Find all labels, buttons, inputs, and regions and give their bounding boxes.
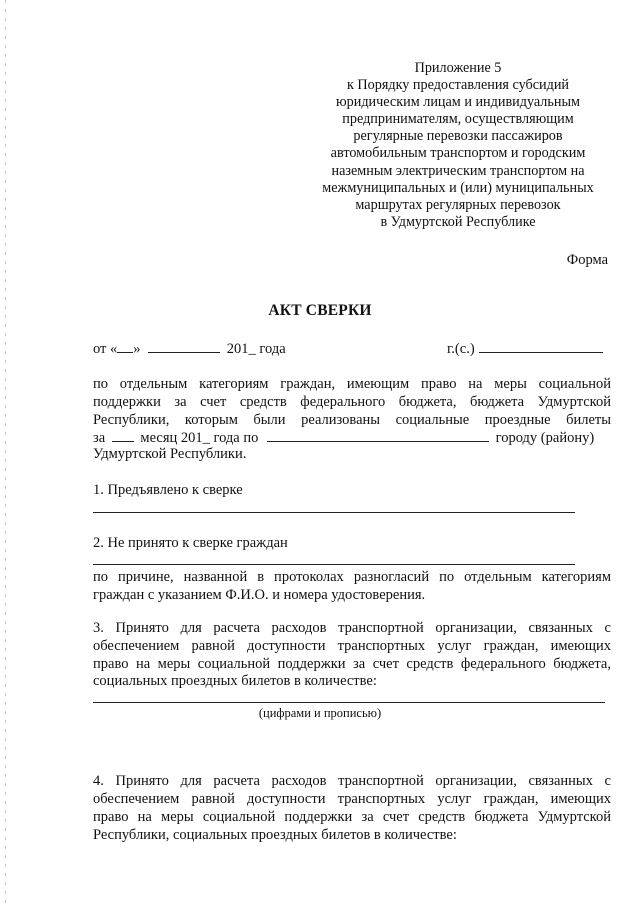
section-4-line-3: право на меры социальной поддержки за счет средств бюджета Удмуртской — [93, 809, 611, 825]
intro-line-2: поддержки за счет средств федерального бюджета, бюджета Удмуртской — [93, 394, 611, 410]
date-quote-close: » — [133, 341, 141, 357]
section-4-line-1: 4. Принято для расчета расходов транспортной организации, связанных с — [93, 773, 611, 789]
intro-city-text: городу (району) — [495, 430, 595, 446]
appendix-line: автомобильным транспортом и городским — [330, 145, 586, 162]
scan-edge-mark — [5, 0, 6, 905]
document-title: АКТ СВЕРКИ — [268, 302, 372, 319]
city-label: г.(с.) — [447, 341, 475, 357]
date-line — [93, 340, 286, 358]
month-field[interactable] — [148, 340, 220, 353]
appendix-line: предпринимателям, осуществляющим — [342, 111, 574, 128]
section-4-line-2: обеспечением равной доступности транспортных услуг граждан, имеющих — [93, 791, 611, 807]
appendix-line: маршрутах регулярных перевозок — [355, 196, 561, 213]
date-prefix: от « — [93, 341, 118, 357]
appendix-line: межмуниципальных и (или) муниципальных — [322, 179, 594, 196]
section-2-label: 2. Не принято к сверке граждан — [93, 535, 288, 551]
year-text: 201_ года — [226, 341, 286, 357]
section-2-line-1: по причине, названной в протоколах разногласий по отдельным категориям — [93, 569, 611, 585]
section-3-field-line[interactable] — [93, 702, 605, 703]
form-label: Форма — [566, 252, 608, 268]
intro-line-4 — [93, 429, 611, 447]
appendix-line: наземным электрическим транспортом на — [331, 162, 585, 179]
appendix-line: юридическим лицам и индивидуальным — [336, 94, 580, 111]
intro-line-5: Удмуртской Республики. — [93, 446, 247, 462]
appendix-line: в Удмуртской Республике — [380, 213, 536, 230]
section-3-line-3: право на меры социальной поддержки за счет средств федерального бюджета, — [93, 656, 611, 672]
intro-line-1: по отдельным категориям граждан, имеющим право на меры социальной — [93, 376, 611, 392]
intro-for-label: за — [93, 430, 106, 446]
intro-month-text: месяц 201_ года по — [140, 430, 259, 446]
month-number-field[interactable] — [112, 429, 134, 442]
section-1-label: 1. Предъявлено к сверке — [93, 482, 243, 498]
appendix-line: к Порядку предоставления субсидий — [346, 77, 570, 94]
day-field[interactable] — [117, 340, 133, 353]
intro-line-3: Республики, которым были реализованы социальные проездные билеты — [93, 412, 611, 428]
section-2-line-2: граждан с указанием Ф.И.О. и номера удостоверения. — [93, 587, 426, 603]
appendix-line: регулярные перевозки пассажиров — [353, 128, 563, 145]
section-2-field-line[interactable] — [93, 564, 575, 565]
section-1-field-line[interactable] — [93, 512, 575, 513]
section-3-line-4: социальных проездных билетов в количестве: — [93, 673, 377, 689]
city-line — [447, 340, 603, 358]
section-3-line-2: обеспечением равной доступности транспортных услуг граждан, имеющих — [93, 638, 611, 654]
section-4-line-4: Республики, социальных проездных билетов в количестве: — [93, 827, 457, 843]
city-district-field[interactable] — [267, 429, 489, 442]
city-field[interactable] — [479, 340, 603, 353]
appendix-header — [308, 60, 608, 231]
section-3-caption: (цифрами и прописью) — [258, 706, 382, 720]
appendix-line: Приложение 5 — [414, 60, 502, 76]
section-3-line-1: 3. Принято для расчета расходов транспортной организации, связанных с — [93, 620, 611, 636]
